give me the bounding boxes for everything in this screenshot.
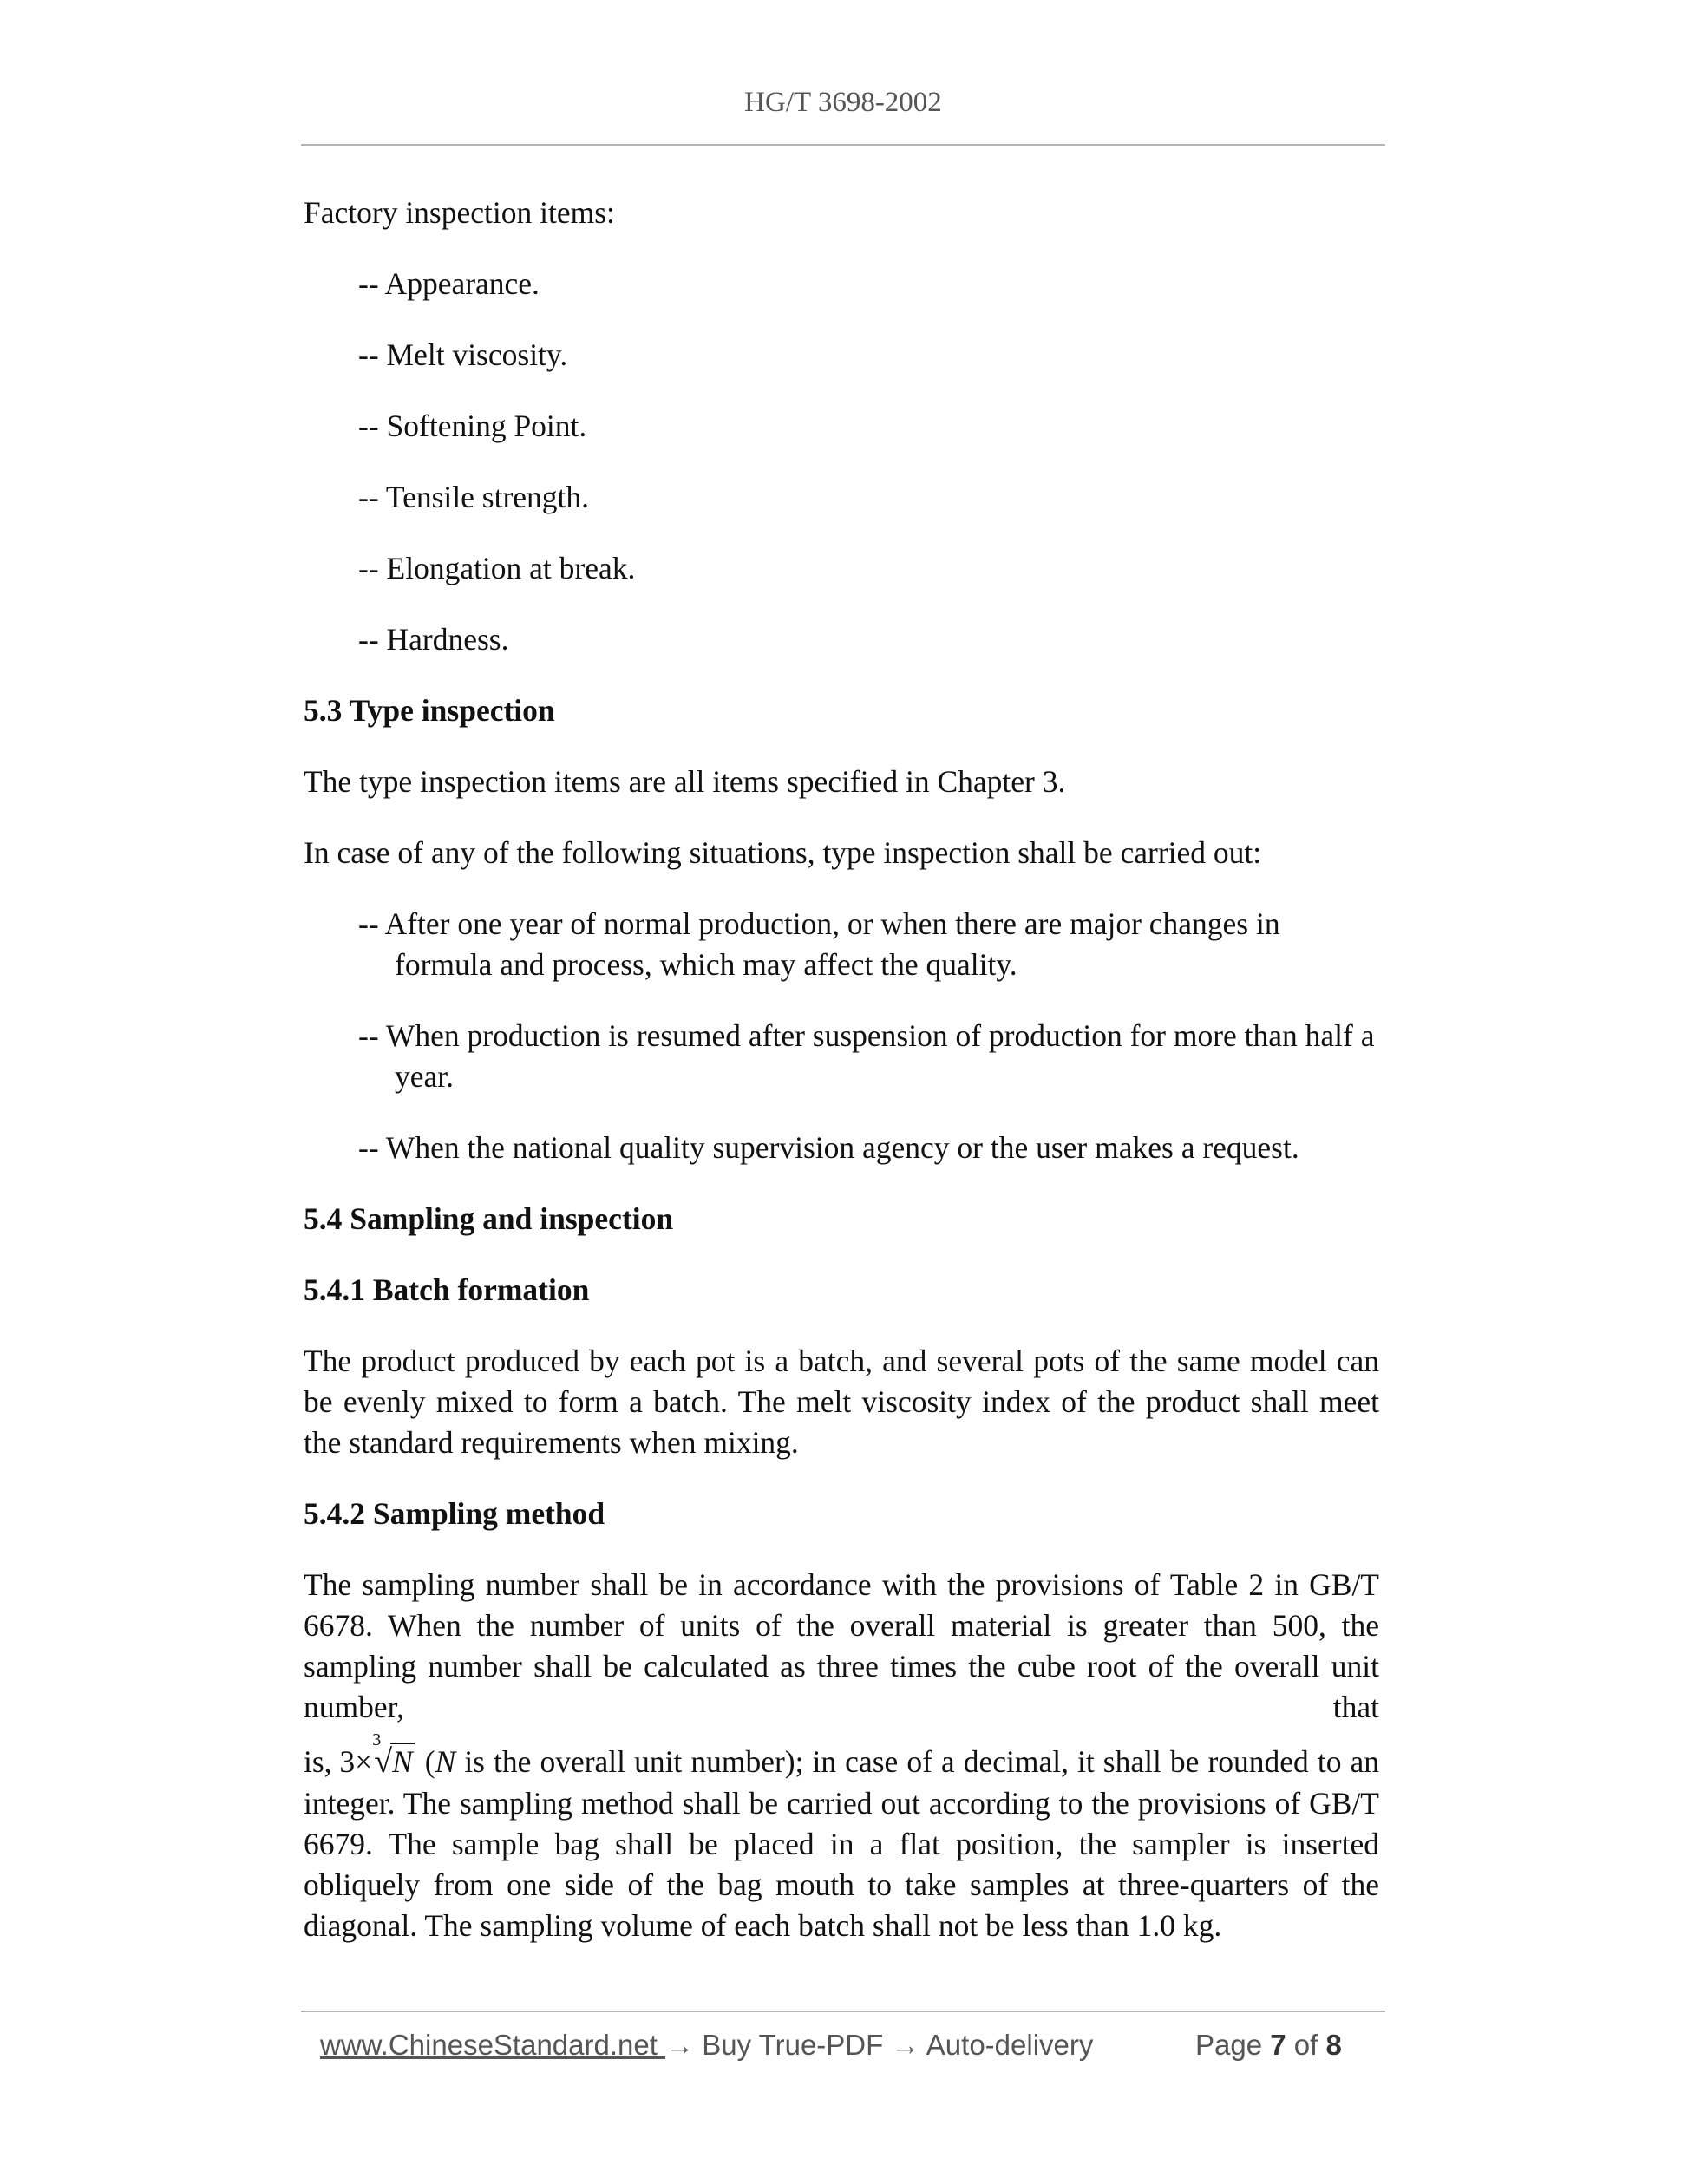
factory-item: -- Softening Point. <box>358 409 587 443</box>
current-page-number: 7 <box>1270 2029 1286 2061</box>
factory-items-intro: Factory inspection items: <box>304 195 615 230</box>
of-label: of <box>1286 2029 1326 2061</box>
buy-promo-text: → Buy True-PDF → Auto-delivery <box>665 2029 1094 2061</box>
factory-item: -- Appearance. <box>358 266 540 301</box>
section-heading-5-4-1: 5.4.1 Batch formation <box>304 1272 590 1307</box>
document-body <box>304 193 1379 1977</box>
section-heading-5-3: 5.3 Type inspection <box>304 693 555 728</box>
sampling-method-text-a: The sampling number shall be in accordance with the provisions of Table 2 in GB/T 6678. When the number of units of the overall material is greater than 500, the sampling number shall be calculated as three times the cube root of the overall unit number, that <box>304 1567 1379 1724</box>
total-pages: 8 <box>1325 2029 1342 2061</box>
factory-item: -- Hardness. <box>358 622 509 657</box>
factory-item: -- Melt viscosity. <box>358 337 568 372</box>
page-header: HG/T 3698-2002 <box>744 87 942 118</box>
section-heading-5-4-2: 5.4.2 Sampling method <box>304 1496 605 1531</box>
site-link[interactable]: www.ChineseStandard.net <box>320 2029 666 2061</box>
sampling-formula-line <box>304 1728 1379 1783</box>
footer-divider <box>301 2011 1385 2012</box>
type-inspection-paragraph: The type inspection items are all items specified in Chapter 3. <box>304 764 1066 799</box>
type-inspection-conditions-intro: In case of any of the following situations, type inspection shall be carried out: <box>304 835 1262 870</box>
footer-promo <box>320 2026 1093 2064</box>
type-inspection-condition: -- When the national quality supervision agency or the user makes a request. <box>358 1130 1299 1165</box>
formula-prefix: is, 3× <box>304 1743 373 1779</box>
cube-root-formula <box>304 1728 415 1789</box>
page-label: Page <box>1195 2029 1271 2061</box>
radicand-variable: N <box>392 1743 413 1779</box>
formula-note-rest: is the overall unit number); in case of a decimal, it shall be rounded to an <box>455 1743 1379 1779</box>
type-inspection-condition: -- When production is resumed after suspension of production for more than half a year. <box>358 1018 1375 1094</box>
radical-sign: √ <box>374 1743 393 1780</box>
batch-formation-paragraph: The product produced by each pot is a batch, and several pots of the same model can be evenly mixed to form a batch. The melt viscosity index of the product shall meet the standard requirements when mixing. <box>304 1344 1379 1460</box>
type-inspection-condition: -- After one year of normal production, or when there are major changes in formula and process, which may affect the quality. <box>358 906 1280 982</box>
factory-item: -- Tensile strength. <box>358 480 590 514</box>
formula-note-open: ( <box>424 1743 435 1779</box>
page-indicator <box>1195 2026 1342 2064</box>
factory-item: -- Elongation at break. <box>358 551 636 585</box>
header-divider <box>301 144 1385 146</box>
cube-root-index: 3 <box>372 1730 382 1749</box>
formula-note-variable: N <box>435 1743 456 1779</box>
section-heading-5-4: 5.4 Sampling and inspection <box>304 1201 674 1236</box>
sampling-method-paragraph <box>304 1565 1379 1946</box>
sampling-method-text-c: integer. The sampling method shall be carried out according to the provisions of GB/T 6679. The sample bag shall be placed in a flat position, the sampler is inserted obliquely from one side of the bag mouth to take samples at three-quarters of the diagonal. The sampling volume of each batch shall not be less than 1.0 kg. <box>304 1786 1379 1943</box>
